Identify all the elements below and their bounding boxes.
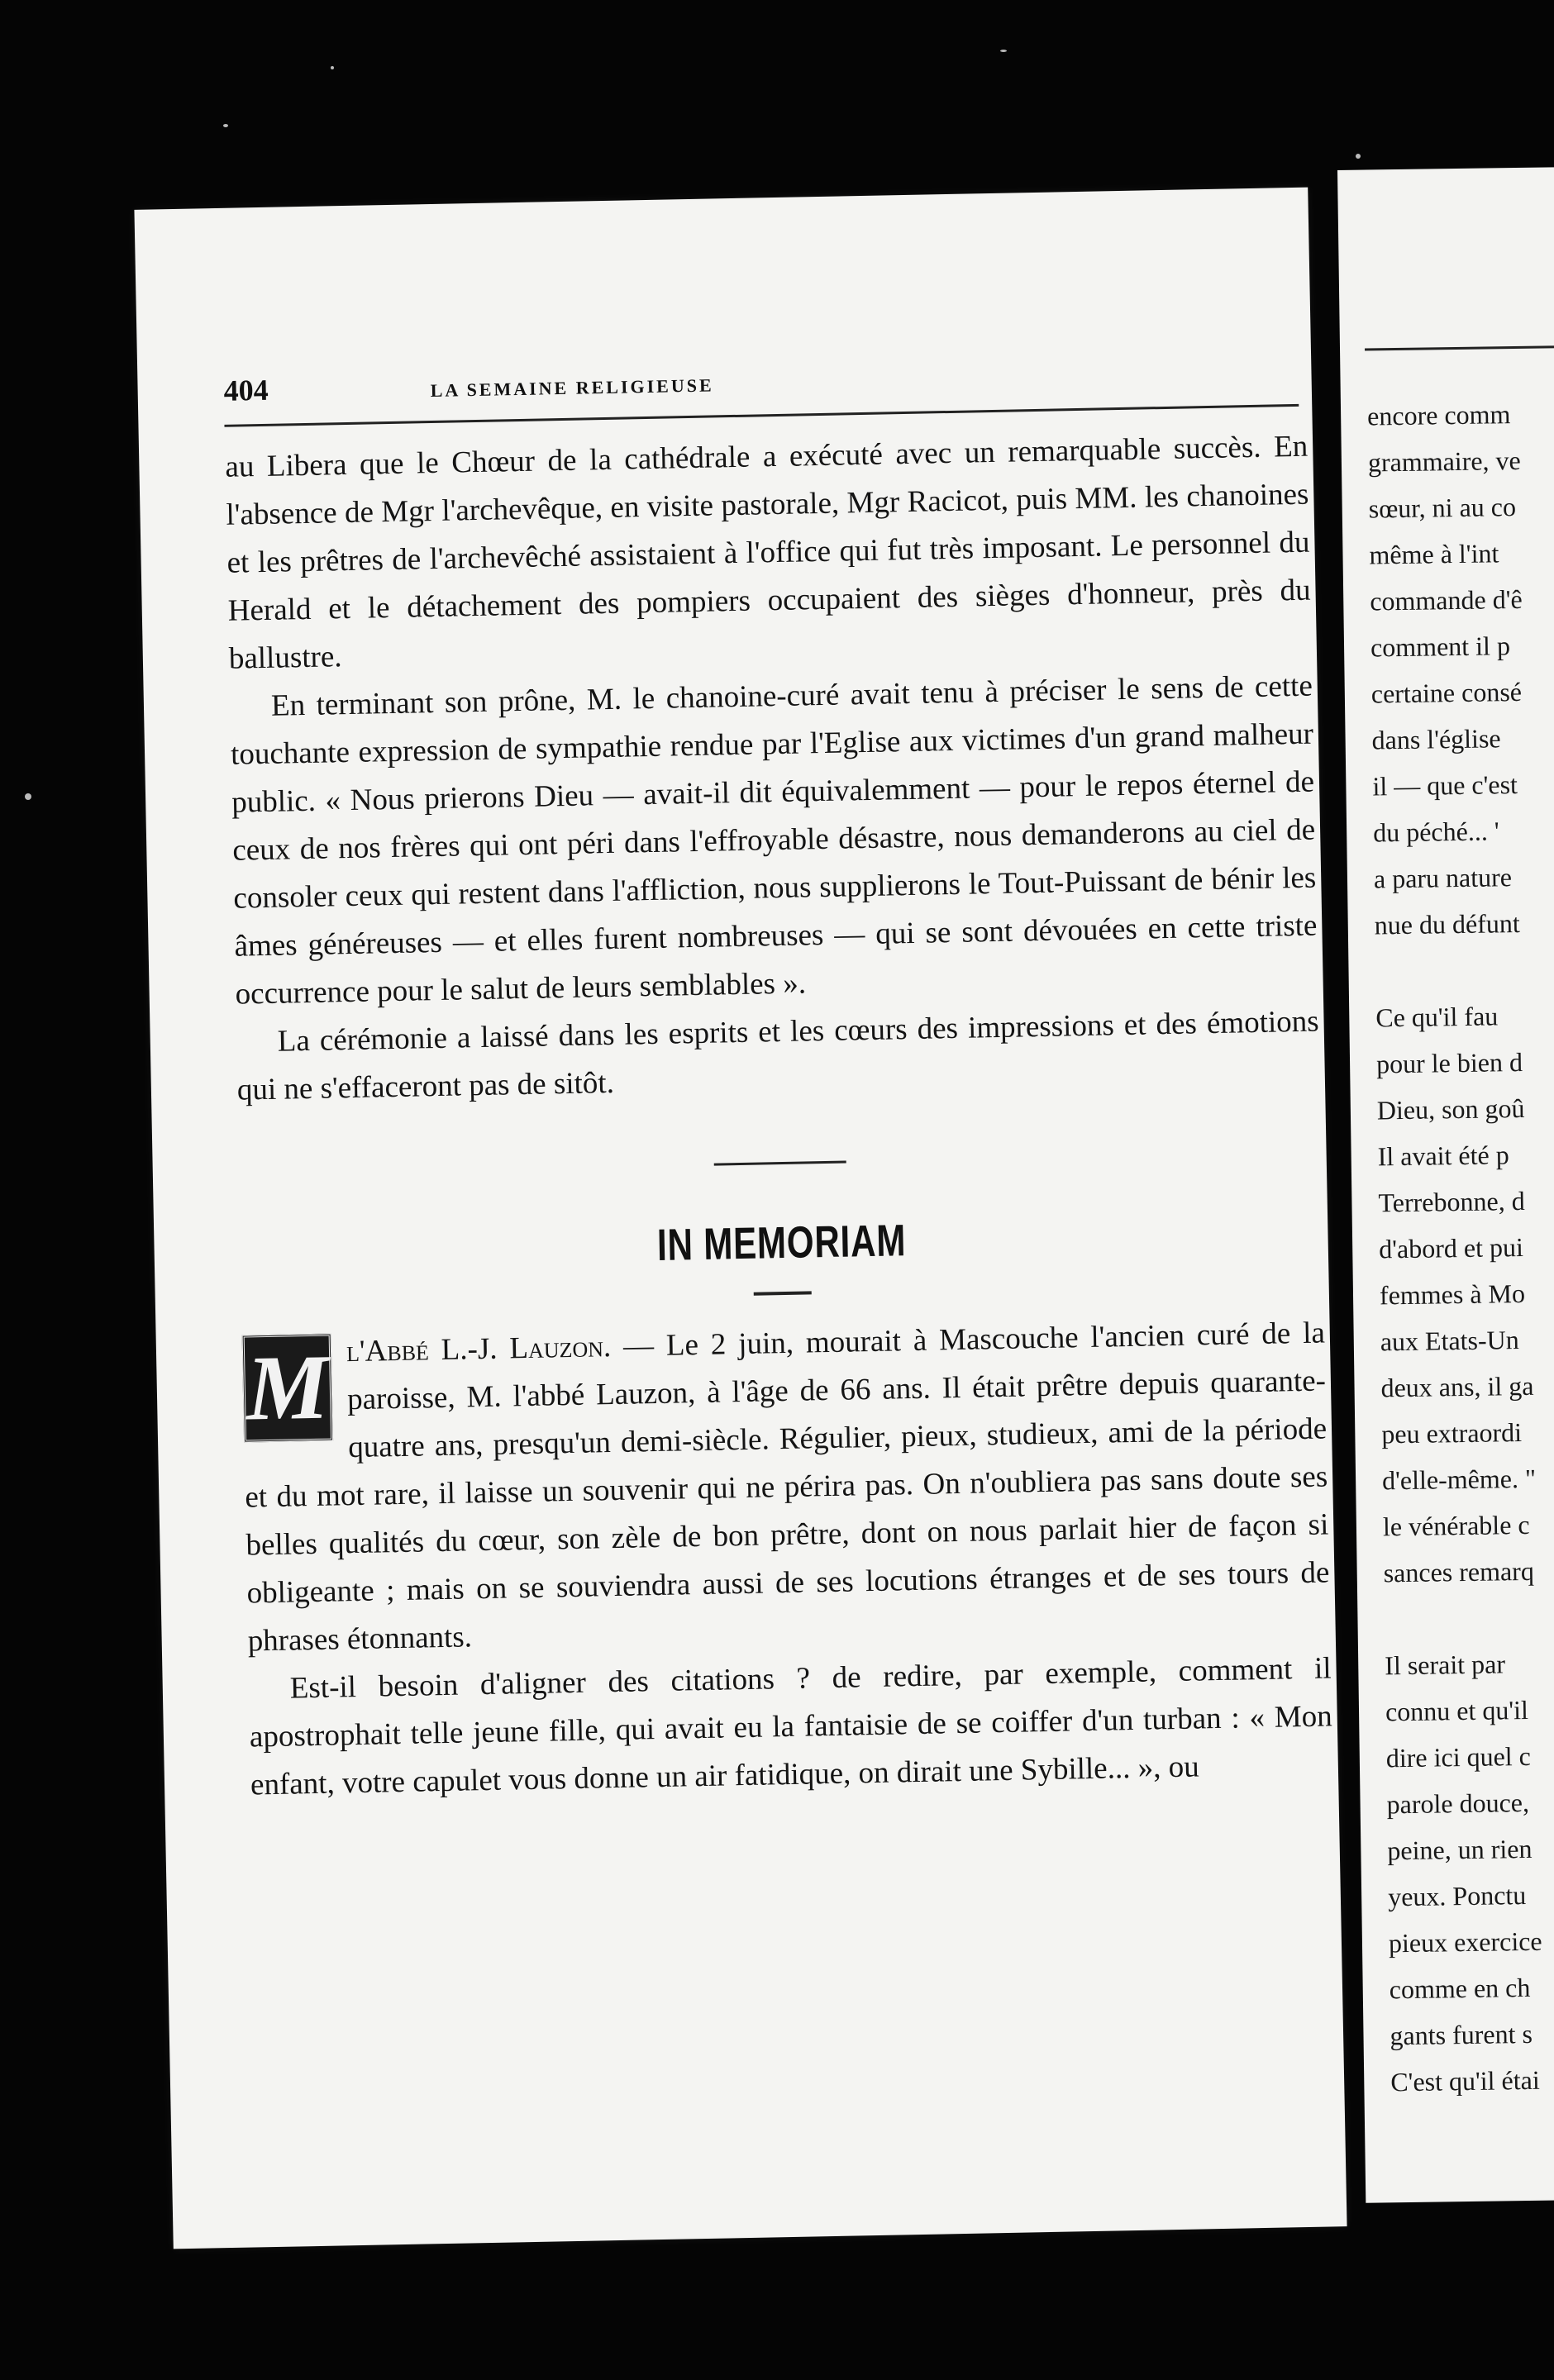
right-line: parole douce, [1386, 1787, 1530, 1820]
right-line: a paru nature [1373, 862, 1513, 894]
left-page [134, 188, 1347, 2249]
right-page-partial [1337, 167, 1554, 2202]
right-line: nue du défunt [1374, 908, 1520, 940]
right-line: sœur, ni au co [1368, 492, 1517, 524]
right-line: d'elle-même. " [1381, 1463, 1537, 1496]
header-rule [224, 404, 1299, 427]
right-line: comme en ch [1389, 1972, 1531, 2005]
right-page-text [1367, 389, 1554, 2105]
section-title: IN MEMORIAM [656, 1216, 907, 1270]
dropcap-letter: M [245, 1335, 330, 1440]
scan-speck [1356, 154, 1361, 159]
right-line: peu extraordi [1381, 1417, 1523, 1449]
right-line: Ce qu'il fau [1375, 1001, 1499, 1033]
page-body [225, 423, 1333, 1810]
right-line: Il avait été p [1377, 1140, 1509, 1172]
scan-speck [223, 124, 228, 127]
right-line [1384, 1592, 1554, 1642]
right-line: pour le bien d [1375, 1046, 1523, 1079]
paragraph-2: En terminant son prône, M. le chanoine-curé avait tenu à préciser le sens de cette touchante expression de sympathie rendue par l'Eglise aux victimes d'un grand malheur public. « Nous prierons Dieu — avait-il dit équivalemment — pour le repos éternel de ceux de nos frères qui ont péri dans l'effroyable désastre, nous demanderons au ciel de consoler ceux qui restent dans l'affliction, nous supplierons le Tout-Puissant de bénir les âmes généreuses — et elles furent nombreuses — qui se sont dévouées en cette triste occurrence pour le salut de leurs semblables ». [230, 669, 1318, 1011]
right-line: Terrebonne, d [1378, 1185, 1525, 1218]
paragraph-1: au Libera que le Chœur de la cathédrale a exécuté avec un remarquable succès. En l'absence de Mgr l'archevêque, en visite pastorale, Mgr Racicot, puis MM. les chanoines et les prêtres de l'archevêché assistaient à l'office qui fut très imposant. Le personnel du Herald et le détachement des pompiers occupaient des sièges d'honneur, près du ballustre. [225, 429, 1311, 676]
paragraph-5: Est-il besoin d'aligner des citations ? de redire, par exemple, comment il apostrophait telle jeune fille, qui avait eu la fantaisie de se coiffer d'un turban : « Mon enfant, votre capulet vous donne un air fatidique, on dirait une Sybille... », ou [249, 1651, 1333, 1802]
right-line: du péché... ' [1372, 816, 1499, 848]
right-line: yeux. Ponctu [1387, 1880, 1527, 1912]
title-underline [754, 1291, 812, 1295]
right-line: le vénérable c [1382, 1509, 1530, 1542]
right-line: deux ans, il ga [1380, 1370, 1534, 1403]
right-line: peine, un rien [1387, 1833, 1533, 1866]
right-line: dans l'église [1371, 723, 1501, 755]
obituary-name: l'Abbé L.-J. Lauzon. [346, 1330, 612, 1369]
right-line: grammaire, ve [1367, 445, 1521, 478]
right-header-rule [1365, 345, 1554, 350]
right-line: gants furent s [1390, 2018, 1533, 2051]
obituary-paragraph [241, 1309, 1331, 1665]
right-line: même à l'int [1369, 538, 1499, 570]
right-line: connu et qu'il [1385, 1694, 1529, 1727]
paragraph-3: La cérémonie a laissé dans les esprits et les cœurs des impressions et des émotions qui ne s'effaceront pas de sitôt. [236, 1004, 1319, 1107]
right-line: pieux exercice [1388, 1925, 1542, 1959]
page-number: 404 [223, 373, 269, 407]
right-line: d'abord et pui [1378, 1231, 1524, 1264]
scan-speck [331, 66, 334, 69]
right-line: aux Etats-Un [1380, 1325, 1519, 1357]
scan-speck [25, 793, 31, 800]
running-head: LA SEMAINE RELIGIEUSE [430, 374, 714, 402]
right-line: comment il p [1370, 631, 1511, 663]
right-line: encore comm [1366, 399, 1511, 431]
page-header [223, 353, 1299, 408]
right-line: commande d'ê [1370, 583, 1523, 616]
right-line: femmes à Mo [1379, 1278, 1526, 1311]
right-line: Il serait par [1385, 1649, 1506, 1681]
right-line: certaine consé [1370, 676, 1523, 709]
right-line: il — que c'est [1372, 769, 1518, 802]
right-line: dire ici quel c [1385, 1740, 1532, 1773]
paragraph-4 [241, 1309, 1331, 1665]
right-line [1375, 945, 1554, 994]
right-line: Dieu, son goû [1376, 1092, 1525, 1126]
section-divider [714, 1161, 846, 1166]
right-line: sances remarq [1383, 1555, 1535, 1588]
obituary-text: — Le 2 juin, mourait à Mascouche l'ancien curé de la paroisse, M. l'abbé Lauzon, à l'âge de 66 ans. Il était prêtre depuis quarante-quatre ans, presqu'un demi-siècle. Régulier, pieux, studieux, ami de la période et du mot rare, il laisse un souvenir qui ne périra pas. On n'oubliera pas sans doute ses belles qualités du cœur, son zèle de bon prêtre, dont on nous parlait hier de façon si obligeante ; mais on se souviendra aussi de ses locutions étranges et de ses tours de phrases étonnants. [244, 1316, 1330, 1659]
scan-speck [1000, 50, 1007, 52]
ornamental-dropcap [242, 1334, 333, 1443]
right-line: C'est qu'il étai [1390, 2064, 1540, 2097]
